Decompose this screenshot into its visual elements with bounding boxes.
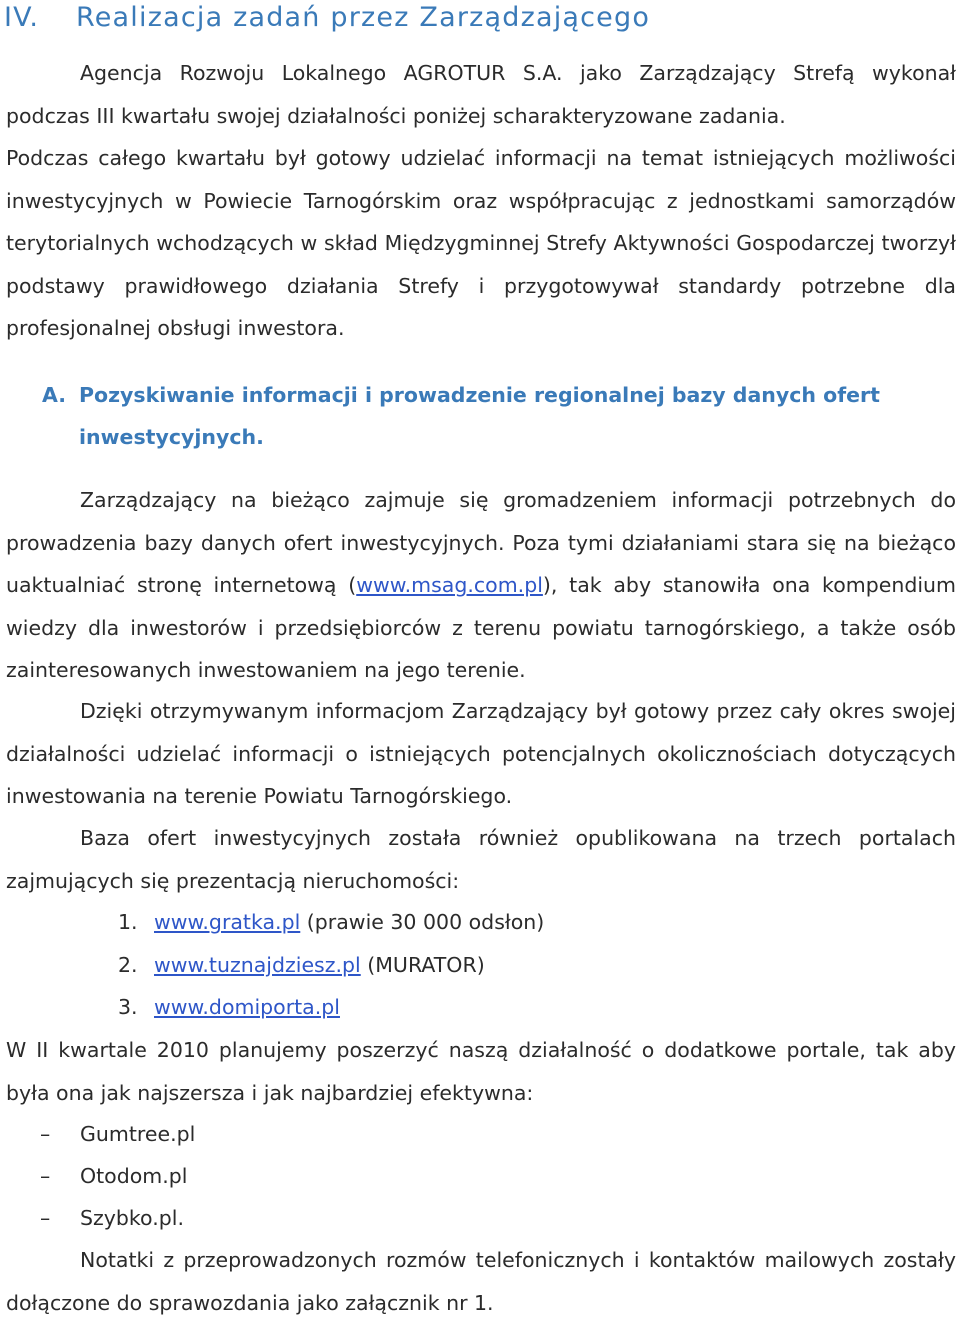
intro-paragraph-2: Podczas całego kwartału był gotowy udzielać informacji na temat istniejących możliwości inwestycyjnych w Powiecie Tarnogórskim oraz współpracując z jednostkami samorządów terytorialnych wchodzących w skład Międzygminnej Strefy Aktywności Gospodarczej tworzył podstawy prawidłowego działania Strefy i przygotowywał standardy potrzebne dla profesjonalnej obsługi inwestora.: [6, 146, 956, 340]
subsection-letter: A.: [42, 383, 67, 407]
section-title: Realizacja zadań przez Zarządzającego: [76, 2, 651, 33]
domiporta-link[interactable]: www.domiporta.pl: [154, 995, 340, 1019]
subsection-heading-a: [42, 374, 880, 458]
section-heading: [4, 2, 650, 33]
plans-paragraph: W II kwartale 2010 planujemy poszerzyć naszą działalność o dodatkowe portale, tak aby była ona jak najszersza i jak najbardziej efektywna:: [6, 1038, 956, 1105]
tuznajdziesz-link[interactable]: www.tuznajdziesz.pl: [154, 953, 361, 977]
portal-list-item: 2. www.tuznajdziesz.pl (MURATOR): [118, 953, 485, 977]
planned-portal-item: – Gumtree.pl: [40, 1122, 196, 1146]
intro-paragraph-1: Agencja Rozwoju Lokalnego AGROTUR S.A. jako Zarządzający Strefą wykonał podczas III kwartału swojej działalności poniżej scharakteryzowane zadania.: [6, 61, 956, 128]
subsection-title-line1: Pozyskiwanie informacji i prowadzenie regionalnej bazy danych ofert: [79, 383, 880, 407]
portal-list-item: 3. www.domiporta.pl: [118, 995, 340, 1019]
closing-paragraph: Notatki z przeprowadzonych rozmów telefonicznych i kontaktów mailowych zostały dołączone do sprawozdania jako załącznik nr 1.: [6, 1248, 956, 1315]
section-number: IV.: [4, 2, 40, 33]
body-paragraph-5: Baza ofert inwestycyjnych została również opublikowana na trzech portalach zajmujących się prezentacją nieruchomości:: [6, 826, 956, 893]
planned-portal-item: – Szybko.pl.: [40, 1206, 184, 1230]
portal-list-item: 1. www.gratka.pl (prawie 30 000 odsłon): [118, 910, 545, 934]
body-paragraph-3: Zarządzający na bieżąco zajmuje się gromadzeniem informacji potrzebnych do prowadzenia bazy danych ofert inwestycyjnych. Poza tymi działaniami stara się na bieżąco uaktualniać stronę internetową (www.msag.com.pl), tak aby stanowiła ona kompendium wiedzy dla inwestorów i przedsiębiorców z terenu powiatu tarnogórskiego, a także osób zainteresowanych inwestowaniem na jego terenie.: [6, 488, 956, 682]
planned-portal-item: – Otodom.pl: [40, 1164, 188, 1188]
subsection-title-line2: inwestycyjnych.: [79, 425, 264, 449]
gratka-link[interactable]: www.gratka.pl: [154, 910, 301, 934]
msag-website-link[interactable]: www.msag.com.pl: [356, 573, 543, 597]
body-paragraph-4: Dzięki otrzymywanym informacjom Zarządzający był gotowy przez cały okres swojej działalności udzielać informacji o istniejących potencjalnych okolicznościach dotyczących inwestowania na terenie Powiatu Tarnogórskiego.: [6, 699, 956, 808]
